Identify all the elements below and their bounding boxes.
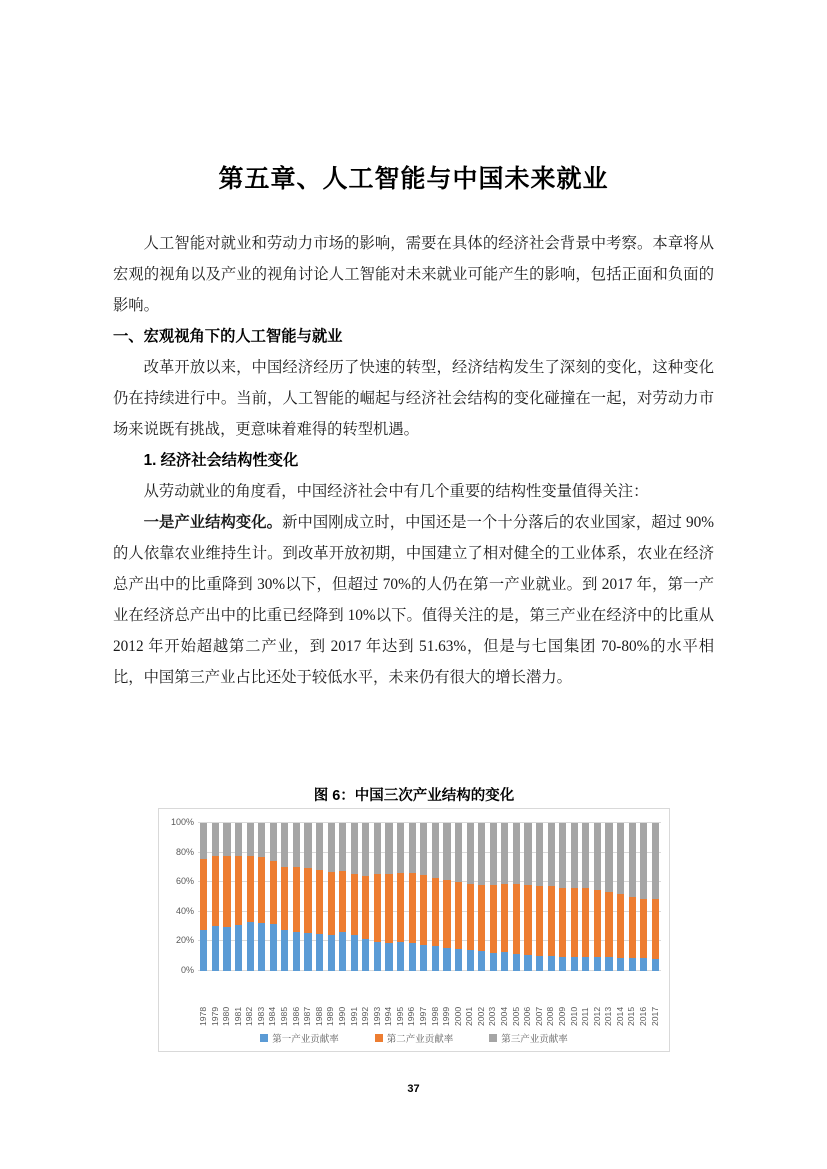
- bar-segment: [490, 885, 497, 952]
- bar-column: [383, 823, 395, 971]
- bar-segment: [652, 823, 659, 899]
- bar-segment: [490, 823, 497, 885]
- subsection-1-paragraph: 从劳动就业的角度看，中国经济社会中有几个重要的结构性变量值得关注：: [143, 483, 649, 500]
- bar-column: [545, 823, 557, 971]
- x-axis-tick-label: 1997: [417, 1006, 428, 1026]
- bar-segment: [362, 823, 369, 876]
- legend-item[interactable]: [489, 1031, 568, 1045]
- bar-segment: [594, 823, 601, 890]
- x-axis-tick-label: 1988: [313, 1006, 324, 1026]
- legend-swatch-icon: [260, 1034, 268, 1042]
- bar-column: [592, 823, 604, 971]
- x-axis-tick-label: 1994: [383, 1006, 394, 1026]
- bar-column: [626, 823, 638, 971]
- x-axis-tick-label: 1990: [336, 1006, 347, 1026]
- x-axis-tick-label: 2005: [510, 1006, 521, 1026]
- x-axis-tick-label: 2014: [614, 1006, 625, 1026]
- bar-column: [314, 823, 326, 971]
- bar-segment: [640, 958, 647, 971]
- bar-segment: [443, 823, 450, 880]
- bar-segment: [594, 957, 601, 971]
- bar-segment: [258, 857, 265, 923]
- x-axis-tick-label: 1996: [406, 1006, 417, 1026]
- subsection-heading-1: 1. 经济社会结构性变化: [143, 452, 299, 469]
- x-axis-tick-label: 1978: [198, 1006, 208, 1026]
- x-axis-tick-label: 2008: [545, 1006, 556, 1026]
- legend-swatch-icon: [375, 1034, 383, 1042]
- bar-column: [557, 823, 569, 971]
- x-axis-tick-label: 2013: [603, 1006, 614, 1026]
- bar-segment: [374, 942, 381, 971]
- bar-segment: [270, 924, 277, 971]
- bar-segment: [385, 874, 392, 942]
- body-content: [113, 228, 714, 693]
- bar-segment: [652, 959, 659, 971]
- bar-segment: [432, 946, 439, 971]
- bar-column: [464, 823, 476, 971]
- bar-segment: [374, 823, 381, 874]
- bar-segment: [455, 882, 462, 949]
- runin-body-text: 新中国刚成立时，中国还是一个十分落后的农业国家，超过 90%的人依靠农业维持生计。到改革开放初期，中国建立了相对健全的工业体系，农业在经济总产出中的比重降到 30%以下，但超过 70%的人仍在第一产业就业。到 2017 年，第一产业在经济总产出中的比重已经降到 10%以下。值得关注的是，第三产业在经济中的比重从 2012 年开始超越第二产业，到 2017 年达到 51.63%，但是与七国集团 70-80%的水平相比，中国第三产业占比还处于较低水平，未来仍有很大的增长潜力。: [113, 514, 714, 686]
- bar-segment: [559, 823, 566, 888]
- x-axis-tick-label: 1983: [255, 1006, 266, 1026]
- bar-segment: [212, 926, 219, 971]
- chart-container: [158, 808, 670, 1052]
- x-axis-tick-label: 1980: [221, 1006, 232, 1026]
- bar-segment: [443, 948, 450, 971]
- x-axis-tick-label: 1984: [267, 1006, 278, 1026]
- page-number: 37: [407, 1083, 420, 1095]
- bar-segment: [304, 823, 311, 868]
- bar-column: [302, 823, 314, 971]
- bar-segment: [420, 875, 427, 945]
- bar-segment: [559, 957, 566, 972]
- bar-segment: [432, 878, 439, 946]
- bar-segment: [339, 823, 346, 871]
- bar-column: [291, 823, 303, 971]
- y-axis-tick-label: 100%: [170, 817, 194, 827]
- bar-segment: [293, 932, 300, 971]
- bar-column: [221, 823, 233, 971]
- bar-column: [279, 823, 291, 971]
- y-axis-tick-label: 40%: [175, 905, 194, 916]
- bar-segment: [397, 942, 404, 971]
- x-axis-tick-label: 2010: [568, 1006, 579, 1026]
- bar-column: [430, 823, 442, 971]
- x-axis-tick-label: 1987: [302, 1006, 313, 1026]
- bar-segment: [455, 823, 462, 882]
- bar-segment: [420, 823, 427, 875]
- bar-segment: [235, 925, 242, 971]
- plot-area: [170, 817, 661, 975]
- x-axis-tick-label: 2006: [522, 1006, 533, 1026]
- x-axis-tick-label: 2016: [637, 1006, 648, 1026]
- bar-segment: [536, 886, 543, 956]
- bar-column: [453, 823, 465, 971]
- bar-column: [580, 823, 592, 971]
- bar-segment: [571, 888, 578, 957]
- chart-legend: [159, 1031, 669, 1045]
- x-axis-tick-label: 2000: [452, 1006, 463, 1026]
- legend-label: 第三产业贡献率: [501, 1034, 568, 1045]
- bar-segment: [200, 823, 207, 859]
- bar-segment: [432, 823, 439, 878]
- bar-segment: [548, 823, 555, 886]
- bar-column: [569, 823, 581, 971]
- bar-column: [395, 823, 407, 971]
- bar-segment: [362, 876, 369, 940]
- x-axis-labels: [198, 974, 661, 1026]
- bar-segment: [293, 867, 300, 931]
- legend-item[interactable]: [260, 1031, 339, 1045]
- bar-segment: [247, 823, 254, 856]
- bar-column: [534, 823, 546, 971]
- bar-segment: [640, 823, 647, 899]
- bar-column: [418, 823, 430, 971]
- bar-segment: [490, 953, 497, 971]
- x-axis-tick-label: 2011: [580, 1007, 591, 1026]
- bar-series-group: [198, 823, 661, 971]
- bar-segment: [397, 823, 404, 873]
- x-axis-tick-label: 2012: [591, 1006, 602, 1026]
- figure-caption: 图 6：中国三次产业结构的变化: [313, 788, 515, 804]
- bar-segment: [212, 856, 219, 926]
- bar-segment: [270, 823, 277, 861]
- runin-bold-lead: 一是产业结构变化。: [143, 514, 283, 531]
- bar-segment: [582, 888, 589, 957]
- bar-column: [441, 823, 453, 971]
- bar-column: [406, 823, 418, 971]
- bar-segment: [316, 870, 323, 935]
- bar-segment: [351, 935, 358, 971]
- bar-segment: [501, 952, 508, 971]
- bar-segment: [559, 888, 566, 956]
- legend-swatch-icon: [489, 1034, 497, 1042]
- bar-segment: [281, 867, 288, 930]
- bar-segment: [304, 933, 311, 971]
- intro-paragraph: 人工智能对就业和劳动力市场的影响，需要在具体的经济社会背景中考察。本章将从宏观的视角以及产业的视角讨论人工智能对未来就业可能产生的影响，包括正面和负面的影响。: [113, 235, 714, 314]
- bar-segment: [629, 958, 636, 971]
- bar-segment: [536, 956, 543, 971]
- x-axis-tick-label: 1991: [348, 1006, 359, 1026]
- legend-label: 第二产业贡献率: [386, 1034, 454, 1045]
- bar-segment: [316, 823, 323, 870]
- bar-segment: [443, 880, 450, 947]
- bar-segment: [455, 949, 462, 971]
- bar-segment: [513, 823, 520, 884]
- bar-segment: [420, 945, 427, 971]
- bar-column: [256, 823, 268, 971]
- bar-segment: [605, 957, 612, 971]
- bar-segment: [617, 894, 624, 958]
- bar-segment: [478, 951, 485, 971]
- bar-column: [372, 823, 384, 971]
- bar-segment: [351, 874, 358, 935]
- legend-item[interactable]: [375, 1031, 454, 1045]
- bar-segment: [247, 856, 254, 922]
- bar-segment: [501, 823, 508, 884]
- bar-segment: [548, 956, 555, 971]
- bar-segment: [467, 950, 474, 971]
- bar-segment: [362, 939, 369, 971]
- x-axis-tick-label: 2009: [556, 1006, 567, 1026]
- page-title: 第五章、人工智能与中国未来就业: [218, 164, 609, 193]
- x-axis-tick-label: 2004: [499, 1006, 510, 1026]
- bar-segment: [200, 930, 207, 971]
- bar-segment: [652, 899, 659, 959]
- bar-segment: [385, 823, 392, 874]
- bar-segment: [524, 885, 531, 955]
- bar-column: [650, 823, 662, 971]
- x-axis-tick-label: 1999: [441, 1006, 452, 1026]
- x-axis-tick-label: 1979: [209, 1006, 220, 1026]
- bar-column: [210, 823, 222, 971]
- bar-segment: [629, 823, 636, 897]
- bar-segment: [478, 823, 485, 885]
- y-axis-tick-label: 60%: [175, 876, 194, 887]
- bar-segment: [501, 884, 508, 952]
- x-axis-tick-label: 1982: [244, 1006, 255, 1026]
- bar-segment: [328, 872, 335, 935]
- x-axis-tick-label: 1998: [429, 1006, 440, 1026]
- bar-column: [360, 823, 372, 971]
- bar-segment: [524, 955, 531, 971]
- bar-segment: [640, 899, 647, 958]
- x-axis-tick-label: 2017: [649, 1006, 660, 1026]
- bar-segment: [513, 954, 520, 971]
- bar-segment: [524, 823, 531, 885]
- bar-segment: [605, 892, 612, 957]
- bar-segment: [235, 856, 242, 924]
- bar-segment: [409, 873, 416, 943]
- bar-segment: [571, 957, 578, 971]
- bar-column: [349, 823, 361, 971]
- bar-segment: [235, 823, 242, 856]
- x-axis-tick-label: 1993: [371, 1006, 382, 1026]
- bar-column: [603, 823, 615, 971]
- bar-segment: [582, 957, 589, 971]
- bar-column: [198, 823, 210, 971]
- bar-segment: [467, 823, 474, 884]
- bar-segment: [397, 873, 404, 942]
- bar-segment: [351, 823, 358, 874]
- legend-label: 第一产业贡献率: [272, 1034, 339, 1045]
- bar-segment: [304, 868, 311, 932]
- x-axis-tick-label: 2015: [626, 1006, 637, 1026]
- bar-segment: [247, 922, 254, 971]
- bar-column: [267, 823, 279, 971]
- x-axis-tick-label: 1986: [290, 1006, 301, 1026]
- bar-segment: [617, 823, 624, 894]
- bar-column: [522, 823, 534, 971]
- bar-segment: [328, 935, 335, 971]
- x-axis-tick-label: 1985: [279, 1006, 290, 1026]
- bar-column: [325, 823, 337, 971]
- bar-segment: [281, 930, 288, 971]
- bar-column: [499, 823, 511, 971]
- bar-segment: [328, 823, 335, 872]
- x-axis-tick-label: 1989: [325, 1006, 336, 1026]
- y-axis-tick-label: 80%: [175, 846, 194, 857]
- y-axis-tick-label: 20%: [175, 935, 194, 946]
- bar-segment: [594, 890, 601, 957]
- bar-column: [615, 823, 627, 971]
- bar-column: [638, 823, 650, 971]
- bar-segment: [629, 897, 636, 958]
- bar-segment: [281, 823, 288, 867]
- bar-segment: [409, 823, 416, 873]
- bar-segment: [571, 823, 578, 888]
- bar-segment: [200, 859, 207, 930]
- bar-column: [233, 823, 245, 971]
- bar-column: [476, 823, 488, 971]
- y-axis-tick-label: 0%: [180, 965, 194, 975]
- x-axis-tick-label: 1995: [394, 1006, 405, 1026]
- figure-6: [158, 786, 670, 1054]
- bar-segment: [223, 823, 230, 856]
- bar-segment: [316, 934, 323, 971]
- bar-column: [511, 823, 523, 971]
- x-axis-tick-label: 2002: [475, 1006, 486, 1026]
- runin-paragraph: [113, 507, 714, 693]
- bar-segment: [374, 874, 381, 942]
- bar-segment: [409, 943, 416, 971]
- bar-segment: [223, 927, 230, 971]
- x-axis-tick-label: 1992: [360, 1006, 371, 1026]
- x-axis-tick-label: 2003: [487, 1006, 498, 1026]
- bar-segment: [223, 856, 230, 927]
- x-axis-tick-label: 2001: [464, 1006, 475, 1026]
- bar-segment: [478, 885, 485, 951]
- bar-segment: [270, 861, 277, 924]
- bar-segment: [258, 823, 265, 857]
- bar-column: [487, 823, 499, 971]
- x-axis-tick-label: 2007: [533, 1006, 544, 1026]
- bar-segment: [212, 823, 219, 856]
- bar-segment: [339, 871, 346, 932]
- bar-column: [244, 823, 256, 971]
- bar-segment: [617, 958, 624, 971]
- section-heading-1: 一、宏观视角下的人工智能与就业: [113, 328, 343, 345]
- bar-segment: [467, 884, 474, 950]
- bar-segment: [258, 923, 265, 971]
- bar-segment: [582, 823, 589, 888]
- bar-segment: [513, 884, 520, 954]
- bar-segment: [339, 932, 346, 971]
- bar-segment: [605, 823, 612, 892]
- bar-segment: [536, 823, 543, 886]
- bar-segment: [548, 886, 555, 956]
- bar-segment: [293, 823, 300, 867]
- bar-column: [337, 823, 349, 971]
- x-axis-tick-label: 1981: [232, 1006, 243, 1026]
- bar-segment: [385, 943, 392, 971]
- section-1-paragraph: 改革开放以来，中国经济经历了快速的转型，经济结构发生了深刻的变化，这种变化仍在持续进行中。当前，人工智能的崛起与经济社会结构的变化碰撞在一起，对劳动力市场来说既有挑战，更意味着难得的转型机遇。: [113, 359, 714, 438]
